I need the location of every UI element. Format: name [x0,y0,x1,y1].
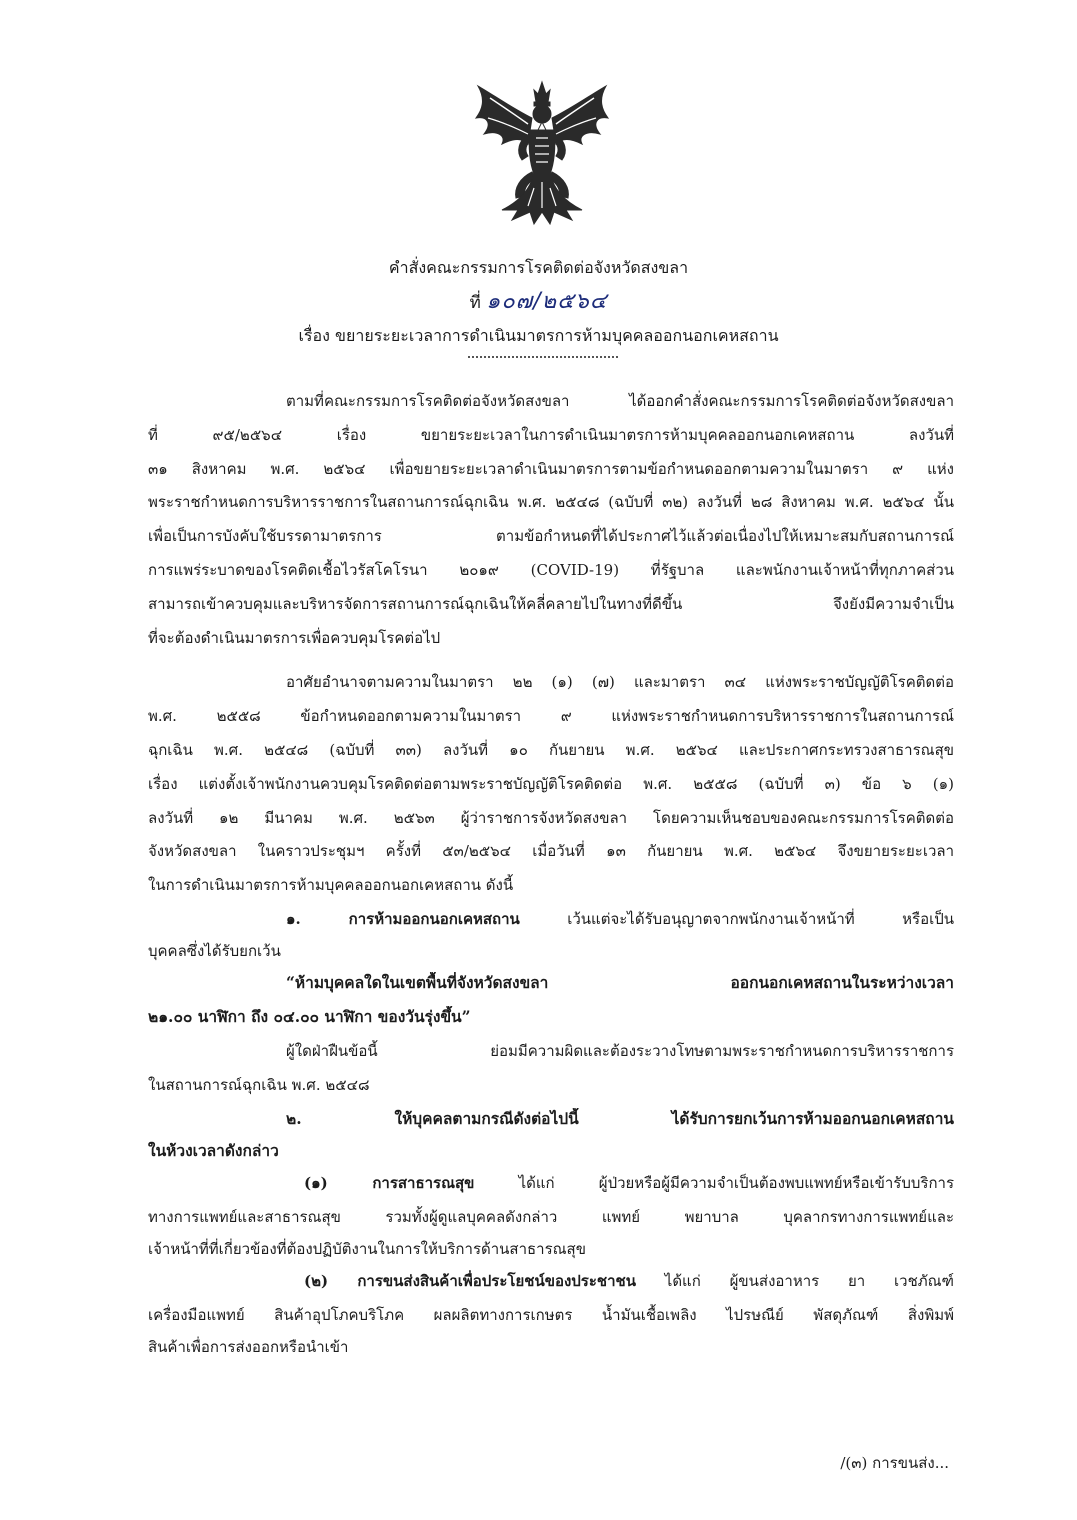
paragraph-1-line: ที่ ๙๕/๒๕๖๔ เรื่อง ขยายระยะเวลาในการดำเนินมาตรการห้ามบุคคลออกนอกเคหสถาน ลงวันที่ [148,426,954,444]
order-title: คำสั่งคณะกรรมการโรคติดต่อจังหวัดสงขลา [388,258,689,277]
paragraph-1-line: ที่จะต้องดำเนินมาตรการเพื่อควบคุมโรคต่อไป [148,629,441,647]
item-1-line: บุคคลซึ่งได้รับยกเว้น [148,942,281,960]
garuda-emblem-icon [472,78,612,230]
item-1-penalty-line: ผู้ใดฝ่าฝืนข้อนี้ ย่อมมีความผิดและต้องระวางโทษตามพระราชกำหนดการบริหารราชการ [286,1042,954,1060]
item-1-quote-line: “ห้ามบุคคลใดในเขตพื้นที่จังหวัดสงขลา ออกนอกเคหสถานในระหว่างเวลา [286,973,954,992]
item-1-text: เว้นแต่จะได้รับอนุญาตจากพนักงานเจ้าหน้าที่ หรือเป็น [519,910,954,928]
paragraph-1-line: ตามที่คณะกรรมการโรคติดต่อจังหวัดสงขลา ได้ออกคำสั่งคณะกรรมการโรคติดต่อจังหวัดสงขลา [286,392,954,410]
page-continuation: /(๓) การขนส่ง... [840,1454,949,1472]
item-2-sub-2-line: เครื่องมือแพทย์ สินค้าอุปโภคบริโภค ผลผลิตทางการเกษตร น้ำมันเชื้อเพลิง ไปรษณีย์ พัสดุภัณฑ์ สิ่งพิมพ์ [148,1306,954,1324]
paragraph-1-line: พระราชกำหนดการบริหารราชการในสถานการณ์ฉุกเฉิน พ.ศ. ๒๕๔๘ (ฉบับที่ ๓๒) ลงวันที่ ๒๘ สิงหาคม พ.ศ. ๒๕๖๔ นั้น [148,493,954,511]
item-1-quote-line: ๒๑.๐๐ นาฬิกา ถึง ๐๔.๐๐ นาฬิกา ของวันรุ่งขึ้น” [148,1007,471,1026]
item-2-sub-2-heading: (๒) การขนส่งสินค้าเพื่อประโยชน์ของประชาชน [304,1272,636,1290]
paragraph-2-line: อาศัยอำนาจตามความในมาตรา ๒๒ (๑) (๗) และมาตรา ๓๔ แห่งพระราชบัญญัติโรคติดต่อ [286,673,954,691]
item-2-sub-2-line: สินค้าเพื่อการส่งออกหรือนำเข้า [148,1338,349,1356]
item-1-heading: ๑. การห้ามออกนอกเคหสถาน [286,910,520,928]
order-number [0,290,1077,315]
item-2-sub-1-line: เจ้าหน้าที่ที่เกี่ยวข้องที่ต้องปฏิบัติงานในการให้บริการด้านสาธารณสุข [148,1240,586,1258]
item-2-sub-2-line [304,1270,954,1292]
paragraph-1-line: เพื่อเป็นการบังคับใช้บรรดามาตรการ ตามข้อกำหนดที่ได้ประกาศไว้แล้วต่อเนื่องไปให้เหมาะสมกับสถานการณ์ [148,527,954,545]
item-1-line [286,908,954,930]
paragraph-2-line: ในการดำเนินมาตรการห้ามบุคคลออกนอกเคหสถาน ดังนี้ [148,876,514,894]
order-number-prefix: ที่ [469,293,481,313]
paragraph-2-line: เรื่อง แต่งตั้งเจ้าพนักงานควบคุมโรคติดต่อตามพระราชบัญญัติโรคติดต่อ พ.ศ. ๒๕๕๘ (ฉบับที่ ๓) ข้อ ๖ (๑) [148,775,954,793]
item-1-penalty-line: ในสถานการณ์ฉุกเฉิน พ.ศ. ๒๕๔๘ [148,1076,370,1094]
paragraph-2-line: ลงวันที่ ๑๒ มีนาคม พ.ศ. ๒๕๖๓ ผู้ว่าราชการจังหวัดสงขลา โดยความเห็นชอบของคณะกรรมการโรคติดต่อ [148,809,954,827]
item-2-sub-2-text: ได้แก่ ผู้ขนส่งอาหาร ยา เวชภัณฑ์ [635,1272,954,1290]
paragraph-1-line: สามารถเข้าควบคุมและบริหารจัดการสถานการณ์ฉุกเฉินให้คลี่คลายไปในทางที่ดีขึ้น จึงยังมีความจำเป็น [148,595,954,613]
paragraph-2-line: ฉุกเฉิน พ.ศ. ๒๕๔๘ (ฉบับที่ ๓๓) ลงวันที่ ๑๐ กันยายน พ.ศ. ๒๕๖๔ และประกาศกระทรวงสาธารณสุข [148,741,954,759]
paragraph-1-line: การแพร่ระบาดของโรคติดเชื้อไวรัสโคโรนา ๒๐๑๙ (COVID-19) ที่รัฐบาล และพนักงานเจ้าหน้าที่ทุกภาคส่วน [148,561,954,579]
order-number-value: ๑๐๗/๒๕๖๔ [486,289,608,314]
paragraph-1-line: ๓๑ สิงหาคม พ.ศ. ๒๕๖๔ เพื่อขยายระยะเวลาดำเนินมาตรการตามข้อกำหนดออกตามความในมาตรา ๙ แห่ง [148,460,954,478]
item-2-sub-1-line [304,1172,954,1194]
paragraph-2-line: จังหวัดสงขลา ในคราวประชุมฯ ครั้งที่ ๕๓/๒๕๖๔ เมื่อวันที่ ๑๓ กันยายน พ.ศ. ๒๕๖๔ จึงขยายระยะเวลา [148,842,954,860]
paragraph-2-line: พ.ศ. ๒๕๕๘ ข้อกำหนดออกตามความในมาตรา ๙ แห่งพระราชกำหนดการบริหารราชการในสถานการณ์ [148,707,954,725]
item-2-heading-line: ในห้วงเวลาดังกล่าว [148,1141,279,1160]
item-2-sub-1-line: ทางการแพทย์และสาธารณสุข รวมทั้งผู้ดูแลบุคคลดังกล่าว แพทย์ พยาบาล บุคลากรทางการแพทย์และ [148,1208,954,1226]
item-2-sub-1-heading: (๑) การสาธารณสุข [304,1174,475,1192]
item-2-heading-line: ๒. ให้บุคคลตามกรณีดังต่อไปนี้ ได้รับการยกเว้นการห้ามออกนอกเคหสถาน [286,1109,954,1128]
order-subject: เรื่อง ขยายระยะเวลาการดำเนินมาตรการห้ามบุคคลออกนอกเคหสถาน [298,326,779,345]
item-2-sub-1-text: ได้แก่ ผู้ป่วยหรือผู้มีความจำเป็นต้องพบแพทย์หรือเข้ารับบริการ [474,1174,954,1192]
separator-dots [468,356,618,358]
